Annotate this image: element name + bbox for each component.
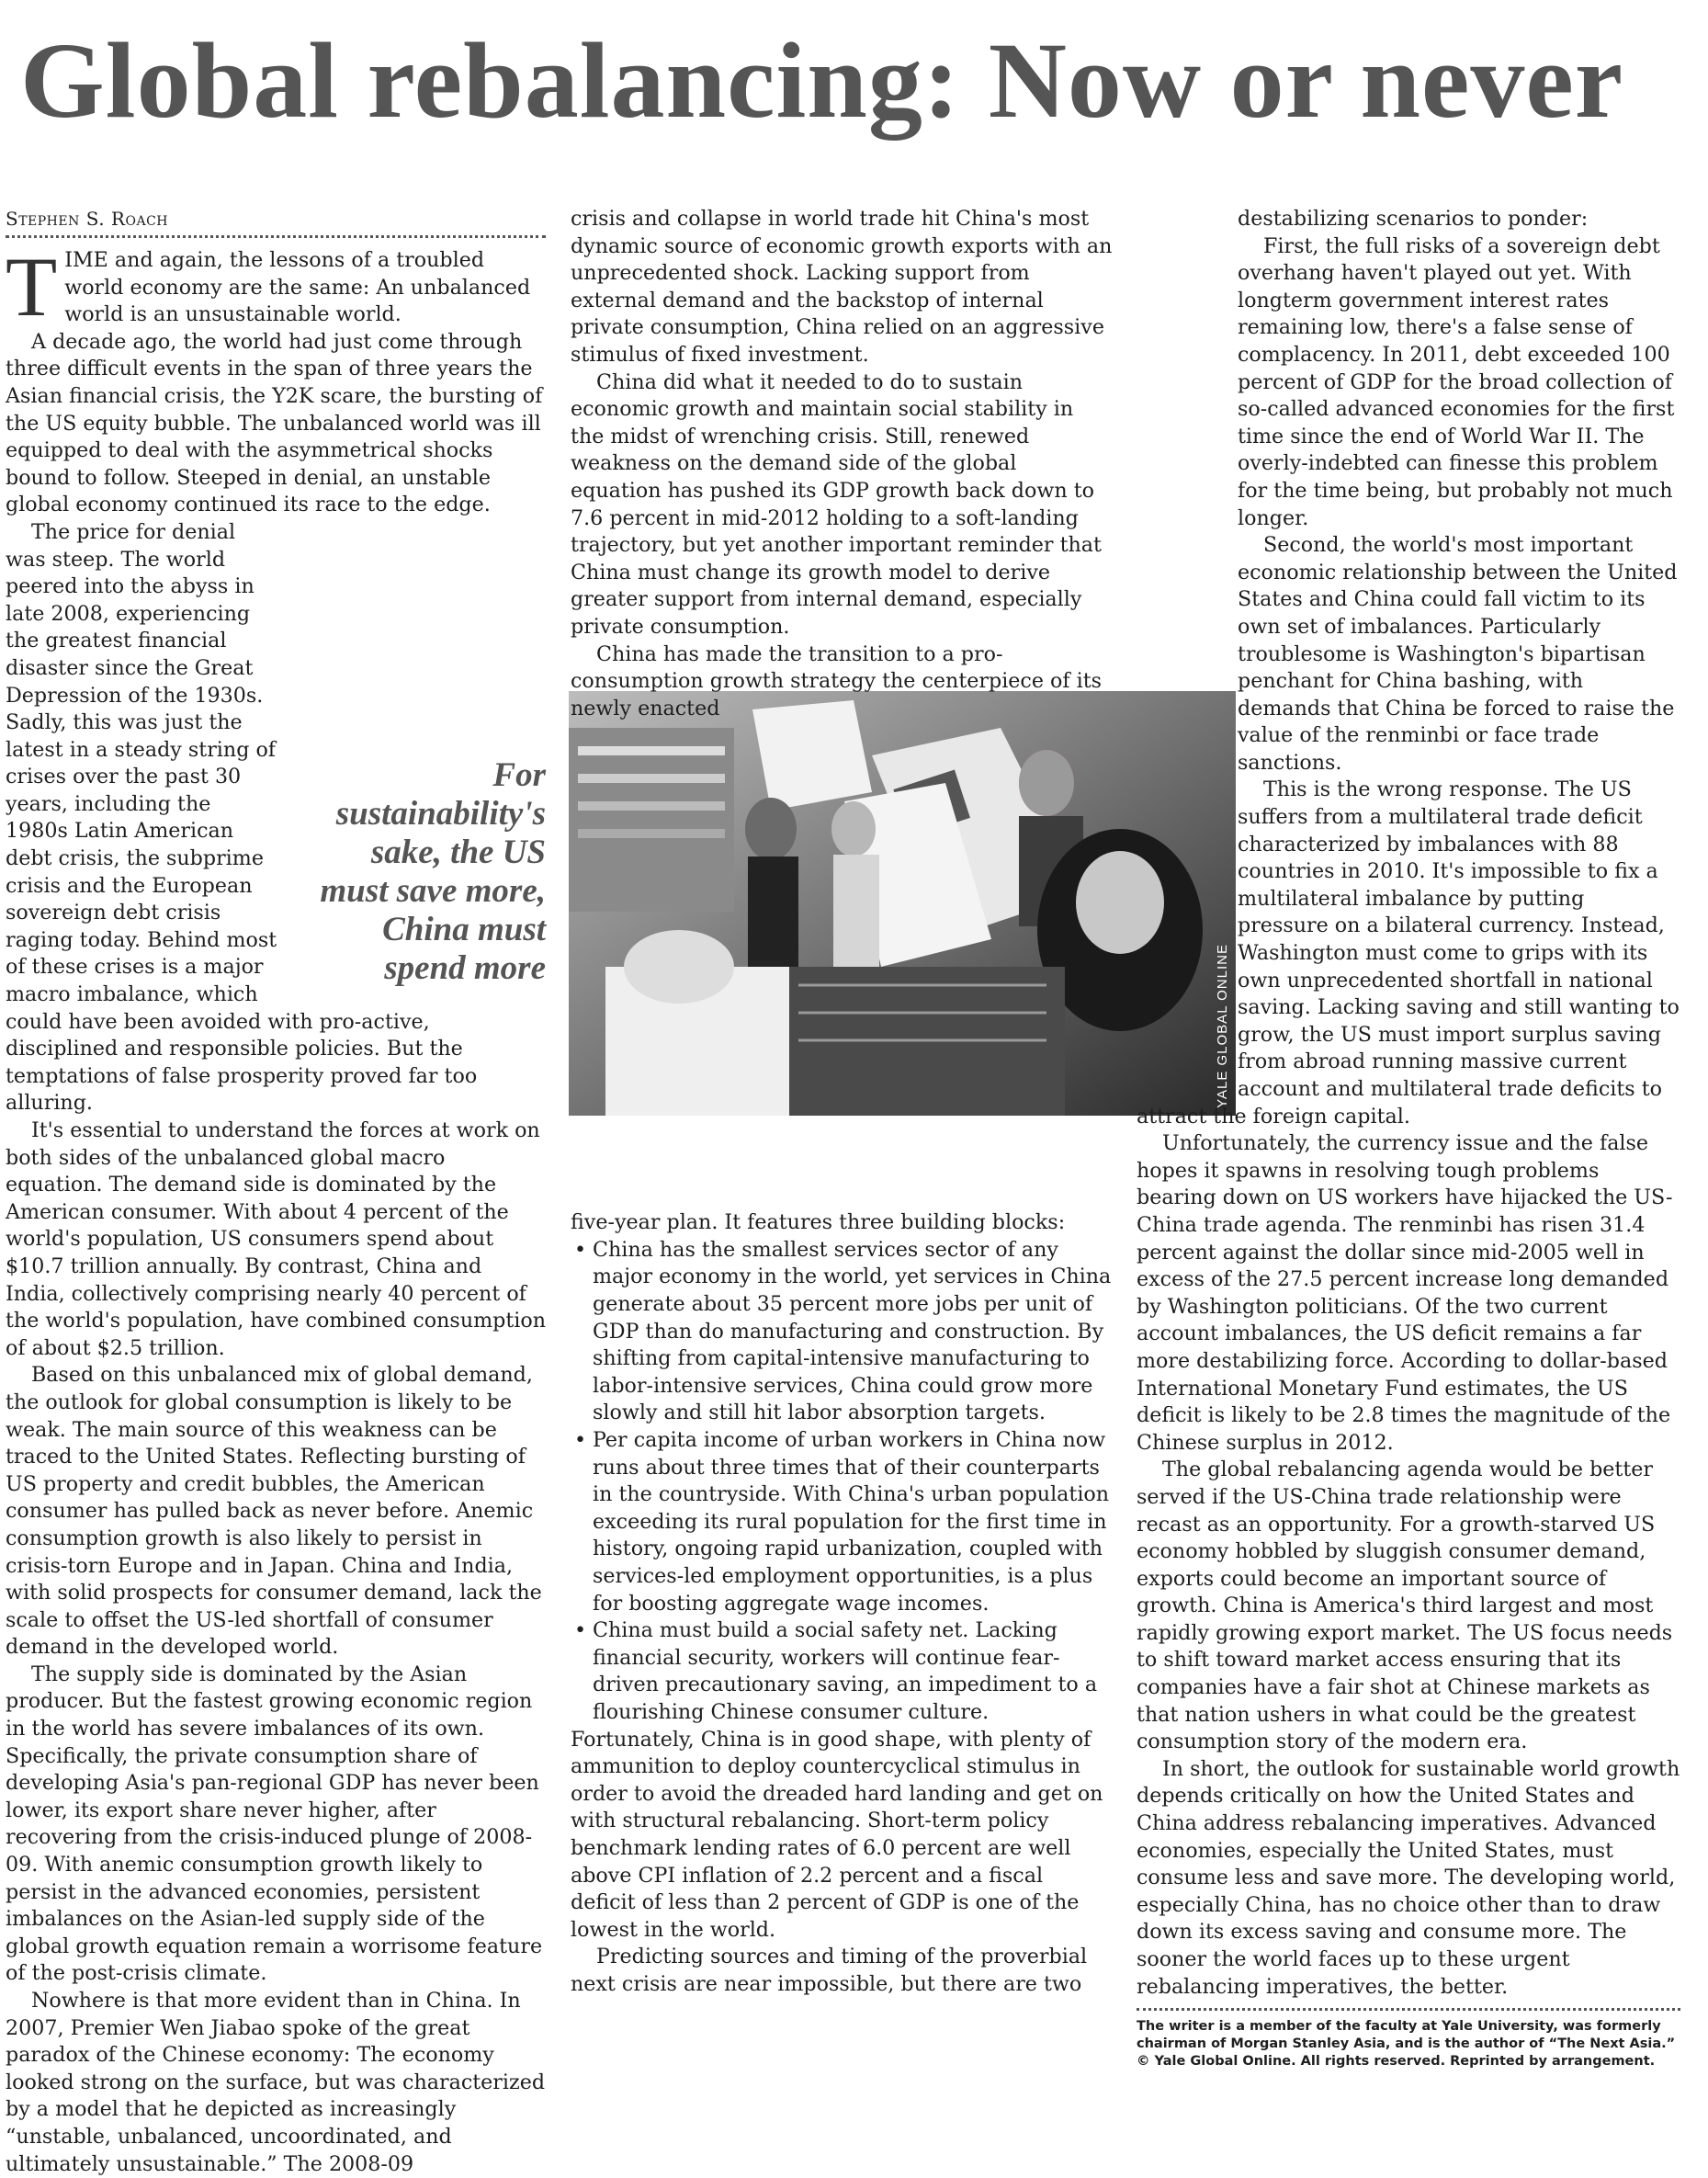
paragraph: It's essential to understand the forces at work on both sides of the unbalanced global macro equation. The demand side is dominated by the American consumer. With about 4 percent of the world's population, US consumers spend about $10.7 trillion annually. By contrast, China and India, collectively comprising nearly 40 percent of the world's population, have combined consumption of about $2.5 trillion. — [6, 1118, 547, 1360]
byline — [6, 206, 546, 238]
column-3 — [1137, 206, 1680, 2070]
author-note — [1137, 2008, 1680, 2070]
paragraph: This is the wrong response. The US suffers from a multilateral trade deficit characterized by imbalances with 88 countries in 2010. It's impossible to fix a multilateral imbalance by putting pressure on a bilateral currency. Instead, Washington must come to grips with its own unprecedented shortfall in national saving. Lacking saving and still wanting to grow, the US must import surplus saving from abroad running massive current account and multilateral trade deficits to attract the foreign capital. — [1137, 777, 1680, 1129]
paragraph: China did what it needed to do to sustain economic growth and maintain social stability in the midst of wrenching crisis. Still, renewed weakness on the demand side of the global equation has pushed its GDP growth back down to 7.6 percent in mid-2012 holding to a soft-landing trajectory, but yet another important reminder that China must change its growth model to derive greater support from internal demand, especially private consumption. — [571, 369, 1102, 639]
paragraph: Unfortunately, the currency issue and the false hopes it spawns in resolving tough problems bearing down on US workers have hijacked the US-China trade agenda. The renminbi has risen 31.4 percent against the dollar since mid-2005 well in excess of the 27.5 percent increase long demanded by Washington politicians. Of the two current account imbalances, the US deficit remains a far more destabilizing force. According to dollar-based International Monetary Fund estimates, the US deficit is likely to be 2.8 times the magnitude of the Chinese surplus in 2012. — [1137, 1131, 1673, 1455]
paragraph: In short, the outlook for sustainable world growth depends critically on how the United States and China address rebalancing imperatives. Advanced economies, especially the United States, must consume less and save more. The developing world, especially China, has no choice other than to draw down its excess saving and consume more. The sooner the world faces up to these urgent rebalancing imperatives, the better. — [1137, 1756, 1680, 1999]
column-1 — [6, 206, 546, 2178]
paragraph: Second, the world's most important economic relationship between the United States and China could fall victim to its own set of imbalances. Particularly troublesome is Washington's bipartisan penchant for China bashing, with demands that China be forced to raise the value of the renminbi or face trade sanctions. — [1238, 533, 1678, 775]
paragraph-intro-text: IME and again, the lessons of a troubled world economy are the same: An unbalanced world is an unsustainable world. — [64, 248, 531, 327]
photo-gap — [571, 722, 1113, 1209]
byline-author: Stephen S. Roach — [6, 208, 168, 230]
author-bio: The writer is a member of the faculty at Yale University, was formerly chairman of Morgan Stanley Asia, and is the author of “The Next Asia.” — [1137, 2019, 1676, 2052]
list-item: • China has the smallest services sector of any major economy in the world, yet services in China generate about 35 percent more jobs per unit of GDP than do manufacturing and construction. By shifting from capital-intensive manufacturing to labor-intensive services, China could grow more slowly and still hit labor absorption targets. — [571, 1237, 1113, 1427]
paragraph: five-year plan. It features three building blocks: — [571, 1210, 1066, 1235]
paragraph: The global rebalancing agenda would be better served if the US-China trade relationship were recast as an opportunity. For a growth-starved US economy hobbled by sluggish consumer demand, exports could become an important source of growth. China is America's third largest and most rapidly growing export market. The US focus needs to shift toward market access ensuring that its companies have a fair shot at Chinese markets as that nation ushers in what could be the greatest consumption story of the modern era. — [1137, 1458, 1673, 1754]
paragraph: A decade ago, the world had just come through three difficult events in the span of three years the Asian financial crisis, the Y2K scare, the bursting of the US equity bubble. The unbalanced world was ill equipped to deal with the asymmetrical shocks bound to follow. Steeped in denial, an unstable global economy continued its race to the edge. — [6, 329, 543, 517]
paragraph: Based on this unbalanced mix of global demand, the outlook for global consumption is likely to be weak. The main source of this weakness can be traced to the United States. Reflecting bursting of US property and credit bubbles, the American consumer has pulled back as never before. Anemic consumption growth is also likely to persist in crisis-torn Europe and in Japan. China and India, with solid prospects for consumer demand, lack the scale to offset the US-led shortfall of consumer demand in the developed world. — [6, 1363, 542, 1660]
paragraph: crisis and collapse in world trade hit China's most dynamic source of economic growth exports with an unprecedented shock. Lacking support from external demand and the backstop of internal private consumption, China relied on an aggressive stimulus of fixed investment. — [571, 207, 1113, 367]
headline: Global rebalancing: Now or never — [20, 20, 1624, 141]
bullet-list — [571, 1237, 1113, 1727]
paragraph: Nowhere is that more evident than in China. In 2007, Premier Wen Jiabao spoke of the great paradox of the Chinese economy: The economy looked strong on the surface, but was characterized by a model that he depicted as increasingly “unstable, unbalanced, uncoordinated, and ultimately unsustainable.” The 2008-09 — [6, 1989, 546, 2176]
paragraph: First, the full risks of a sovereign debt overhang haven't played out yet. With longterm government interest rates remaining low, there's a false sense of complacency. In 2011, debt exceeded 100 percent of GDP for the broad collection of so-called advanced economies for the first time since the end of World War II. The overly-indebted can finesse this problem for the time being, but probably not much longer. — [1238, 233, 1675, 530]
drop-cap: T — [6, 240, 58, 334]
photo-wrap-spacer — [1137, 673, 1238, 1097]
paragraph: For sustainability's sake, the US must save more, China must spend more The price for denial was steep. The world peered into the abyss in late 2008, experiencing the greatest financial disaster since the Great Depression of the 1930s. Sadly, this was just the latest in a steady string of crises over the past 30 years, including the 1980s Latin American debt crisis, the subprime crisis and the European sovereign debt crisis raging today. Behind most of these crises is a major macro imbalance, which could have been avoided with pro-active, disciplined and responsible policies. But the temptations of false prosperity proved far too alluring. — [6, 519, 546, 1116]
paragraph: China has made the transition to a pro-consumption growth strategy the centerpiece of its newly enacted — [571, 641, 1103, 720]
paragraph: The supply side is dominated by the Asian producer. But the fastest growing economic region in the world has severe imbalances of its own. Specifically, the private consumption share of developing Asia's pan-regional GDP has never been lower, its export share never higher, after recovering from the crisis-induced plunge of 2008-09. With anemic consumption growth likely to persist in the advanced economies, persistent imbalances on the Asian-led supply side of the global growth equation remain a worrisome feature of the post-crisis climate. — [6, 1662, 543, 1986]
paragraph: Fortunately, China is in good shape, with plenty of ammunition to deploy countercyclical stimulus in order to avoid the dreaded hard landing and get on with structural rebalancing. Short-term policy benchmark lending rates of 6.0 percent are well above CPI inflation of 2.2 percent and a fiscal deficit of less than 2 percent of GDP is one of the lowest in the world. — [571, 1727, 1103, 1942]
list-item: • Per capita income of urban workers in China now runs about three times that of their counterparts in the countryside. With China's urban population exceeding its rural population for the first time in history, ongoing rapid urbanization, coupled with services-led employment opportunities, is a plus for boosting aggregate wage incomes. — [571, 1427, 1113, 1617]
paragraph-intro — [6, 240, 546, 334]
copyright-notice: © Yale Global Online. All rights reserved. Reprinted by arrangement. — [1137, 2054, 1656, 2070]
paragraph: Predicting sources and timing of the proverbial next crisis are near impossible, but there are two — [571, 1945, 1088, 1996]
paragraph: destabilizing scenarios to ponder: — [1238, 207, 1589, 231]
list-item: • China must build a social safety net. Lacking financial security, workers will continue fear-driven precautionary saving, an impediment to a flourishing Chinese consumer culture. — [571, 1617, 1113, 1726]
photo-credit: YALE GLOBAL ONLINE — [1215, 944, 1230, 1108]
pull-quote: For sustainability's sake, the US must save more, China must spend more — [320, 755, 546, 987]
column-2 — [571, 206, 1113, 1999]
